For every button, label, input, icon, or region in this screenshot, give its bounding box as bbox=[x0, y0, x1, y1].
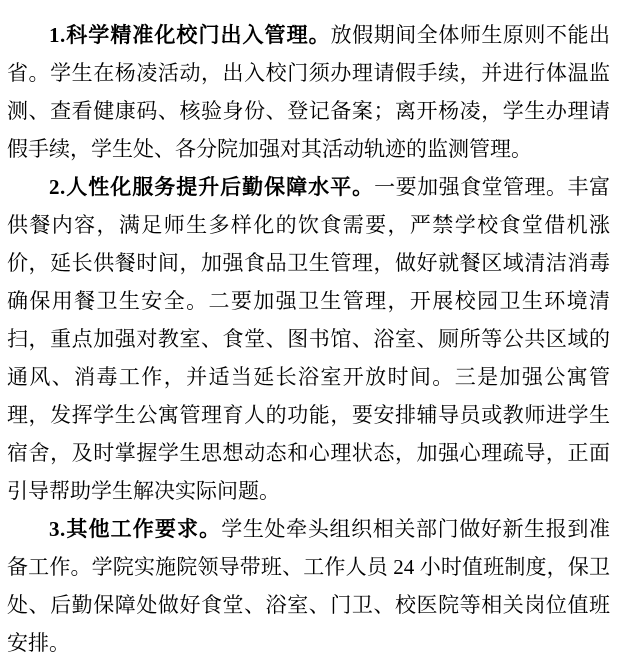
paragraph-2-body: 一要加强食堂管理。丰富供餐内容，满足师生多样化的饮食需要，严禁学校食堂借机涨价，延长供餐时间，加强食品卫生管理，做好就餐区域清洁消毒确保用餐卫生安全。二要加强卫生管理，开展校园卫生环境清扫，重点加强对教室、食堂、图书馆、浴室、厕所等公共区域的通风、消毒工作，并适当延长浴室开放时间。三是加强公寓管理，发挥学生公寓管理育人的功能，要安排辅导员或教师进学生宿舍，及时掌握学生思想动态和心理状态，加强心理疏导，正面引导帮助学生解决实际问题。 bbox=[7, 175, 611, 503]
paragraph-3-heading: 3.其他工作要求。 bbox=[49, 517, 222, 541]
paragraph-logistics-service bbox=[7, 168, 610, 510]
paragraph-1-body: 放假期间全体师生原则不能出省。学生在杨凌活动，出入校门须办理请假手续，并进行体温监测、查看健康码、核验身份、登记备案；离开杨凌，学生办理请假手续，学生处、各分院加强对其活动轨迹的监测管理。 bbox=[7, 23, 610, 161]
paragraph-3-body: 学生处牵头组织相关部门做好新生报到准备工作。学院实施院领导带班、工作人员 24 小时值班制度，保卫处、后勤保障处做好食堂、浴室、门卫、校医院等相关岗位值班安排。 bbox=[7, 517, 611, 655]
paragraph-other-requirements bbox=[7, 510, 610, 662]
paragraph-campus-gate-management bbox=[7, 16, 610, 168]
paragraph-2-heading: 2.人性化服务提升后勤保障水平。 bbox=[49, 175, 375, 199]
paragraph-1-heading: 1.科学精准化校门出入管理。 bbox=[49, 23, 331, 47]
